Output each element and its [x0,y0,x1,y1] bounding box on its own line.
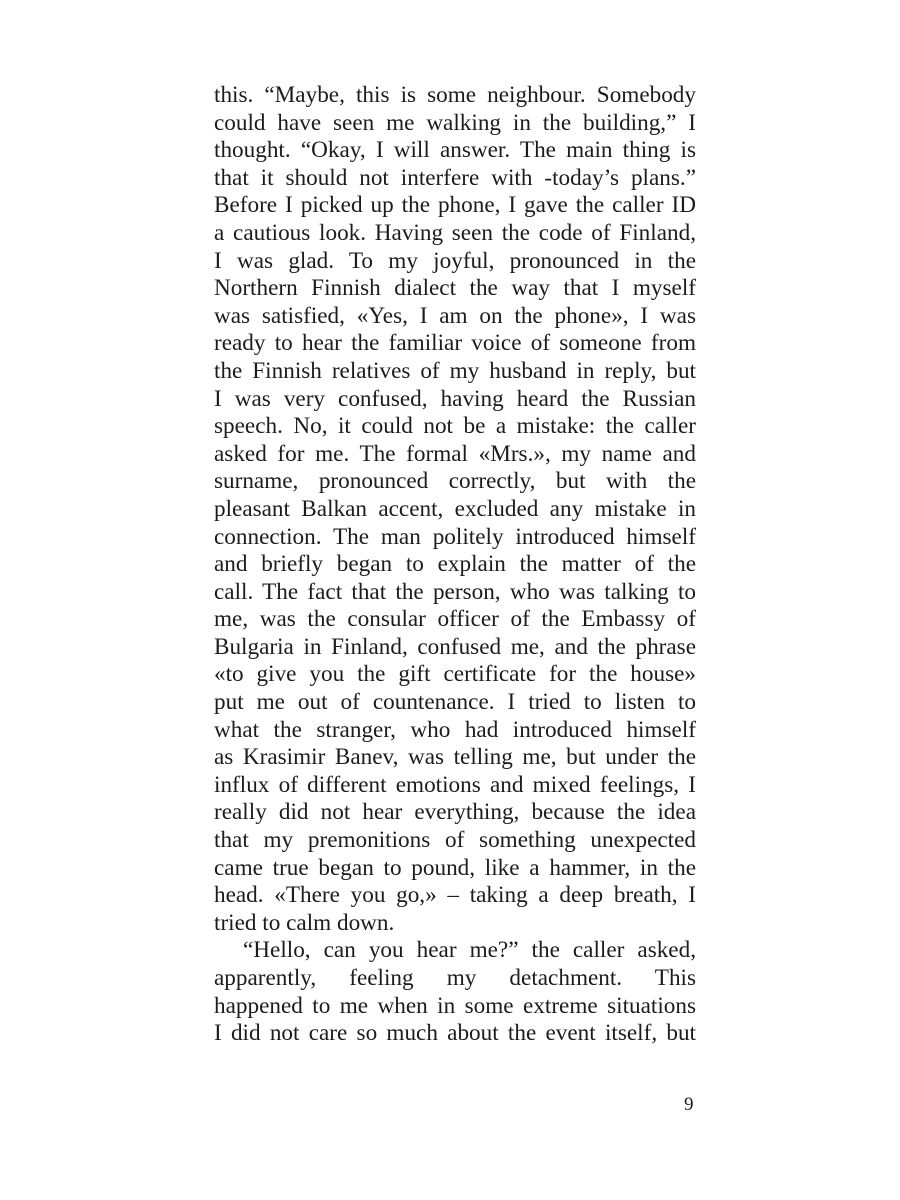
text-line: happened to me when in some extreme situations [214,992,696,1019]
text-line: really did not hear everything, because the idea [214,799,696,826]
page-number: 9 [684,1094,694,1115]
text-line: the Finnish relatives of my husband in reply, but [214,357,696,384]
text-line: Before I picked up the phone, I gave the caller ID [214,192,696,219]
paragraph-start-line: “Hello, can you hear me?” the caller asked, [243,937,696,964]
text-line: I was glad. To my joyful, pronounced in the [214,247,696,274]
body-text [214,82,696,1048]
text-line: what the stranger, who had introduced himself [214,716,696,743]
text-line: connection. The man politely introduced himself [214,523,696,550]
text-line: Northern Finnish dialect the way that I myself [214,275,696,302]
text-line: came true began to pound, like a hammer, in the [214,854,696,881]
text-line: was satisfied, «Yes, I am on the phone», I was [214,302,696,329]
text-line: head. «There you go,» – taking a deep breath, I [214,882,696,909]
text-line: pleasant Balkan accent, excluded any mistake in [214,495,696,522]
text-line: speech. No, it could not be a mistake: the caller [214,413,696,440]
paragraph-end-line: tried to calm down. [214,909,395,936]
text-line: ready to hear the familiar voice of someone from [214,330,696,357]
text-line: could have seen me walking in the building,” I [214,109,696,136]
text-line: this. “Maybe, this is some neighbour. Somebody [214,82,696,108]
text-line: a cautious look. Having seen the code of Finland, [214,219,696,246]
text-line: I was very confused, having heard the Russian [214,385,696,412]
text-line: Bulgaria in Finland, confused me, and the phrase [214,633,696,660]
text-line: call. The fact that the person, who was talking to [214,578,696,605]
text-line: apparently, feeling my detachment. This [214,965,696,991]
text-line: me, was the consular officer of the Embassy of [214,606,696,633]
text-line: «to give you the gift certificate for the house» [214,661,696,688]
text-line: I did not care so much about the event itself, but [214,1020,696,1047]
text-line: influx of different emotions and mixed feelings, I [214,771,696,798]
text-line: asked for me. The formal «Mrs.», my name and [214,440,696,467]
text-line: put me out of countenance. I tried to listen to [214,689,696,716]
text-line: that my premonitions of something unexpected [214,827,696,854]
text-line: and briefly began to explain the matter of the [214,551,696,578]
text-line: that it should not interfere with -today’s plans.” [214,164,696,191]
text-line: thought. “Okay, I will answer. The main thing is [214,137,696,164]
text-line: as Krasimir Banev, was telling me, but under the [214,744,696,771]
text-line: surname, pronounced correctly, but with the [214,468,696,495]
